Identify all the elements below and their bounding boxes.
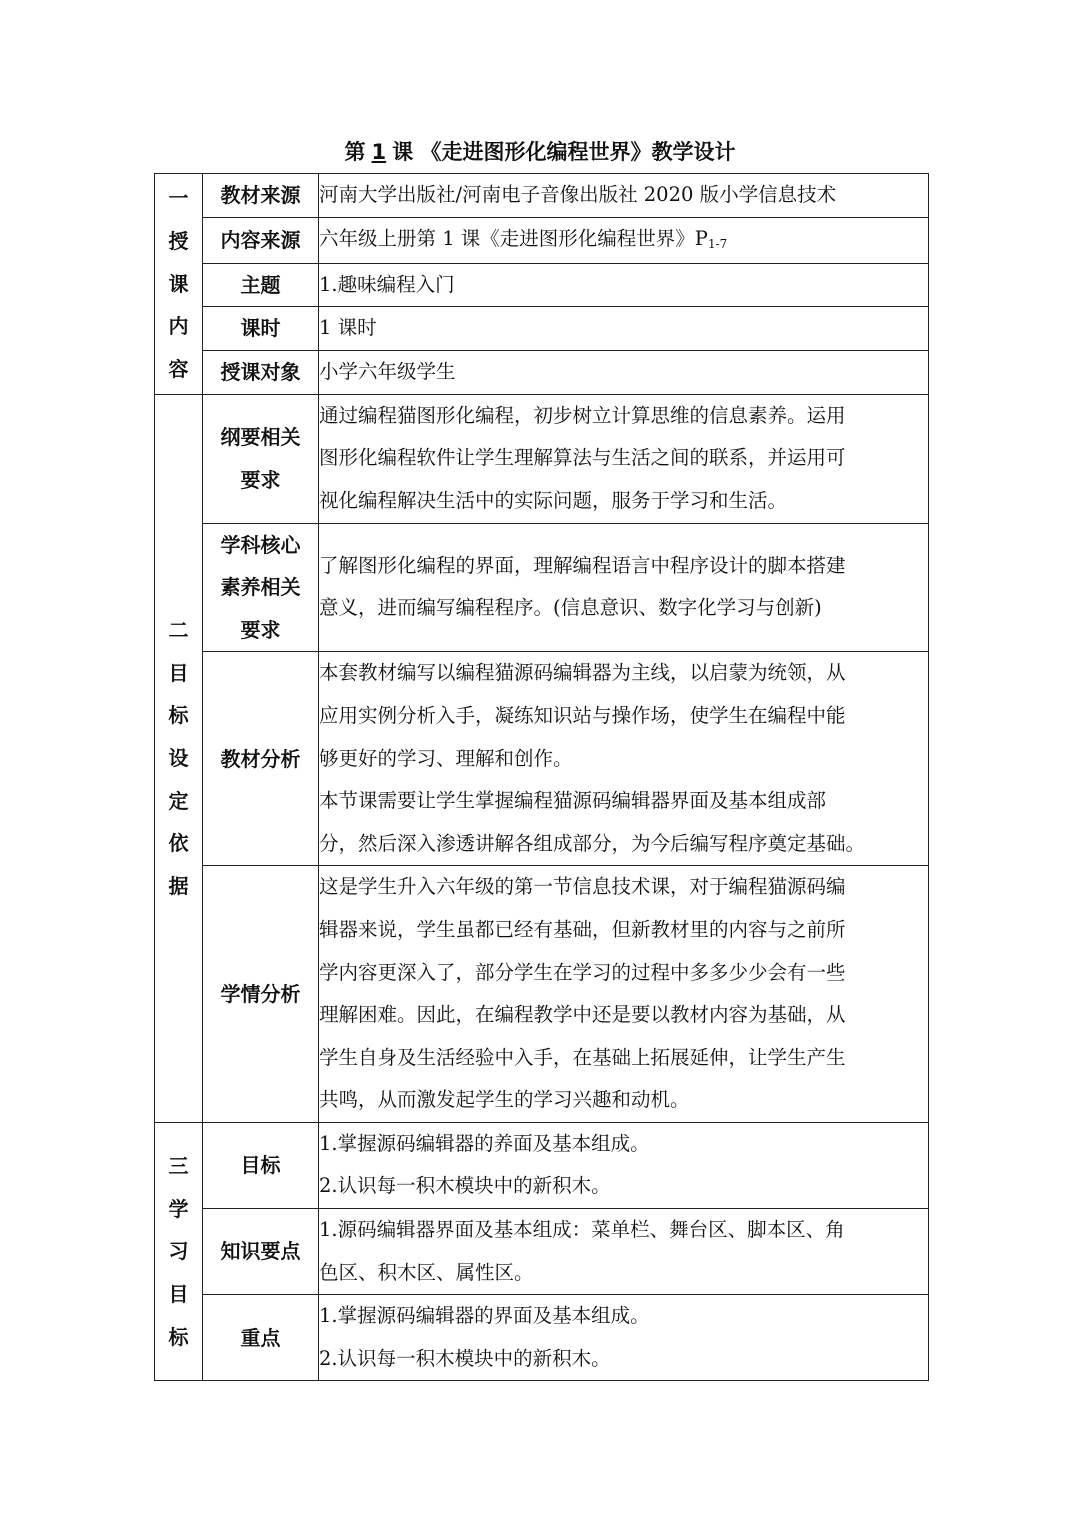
row-label: 教材分析 (203, 652, 319, 866)
table-row (155, 263, 929, 307)
row-value: 六年级上册第 1 课《走进图形化编程世界》$P_{1-7}$ (319, 218, 929, 264)
table-row (155, 350, 929, 394)
row-label: 授课对象 (203, 350, 319, 394)
row-value: 河南大学出版社/河南电子音像出版社 2020 版小学信息技术 (319, 174, 929, 218)
table-row (155, 394, 929, 523)
row-label: 教材来源 (203, 174, 319, 218)
title-prefix: 第 (344, 140, 366, 164)
row-label: 主题 (203, 263, 319, 307)
table-row (155, 174, 929, 218)
row-value: 通过编程猫图形化编程，初步树立计算思维的信息素养。运用 图形化编程软件让学生理解算法与生活之间的联系，并运用可 视化编程解决生活中的实际问题，服务于学习和生活。 (319, 394, 929, 523)
row-label: 目标 (203, 1122, 319, 1208)
row-value: 了解图形化编程的界面，理解编程语言中程序设计的脚本搭建 意义，进而编写编程程序。(信息意识、数字化学习与创新) (319, 523, 929, 652)
table-row (155, 1209, 929, 1295)
row-value: 1.掌握源码编辑器的养面及基本组成。 2.认识每一积木模块中的新积木。 (319, 1122, 929, 1208)
table-row (155, 218, 929, 264)
lesson-number: 1 (371, 140, 387, 164)
row-label: 重点 (203, 1295, 319, 1381)
section-label-3: 三 学 习 目 标 (155, 1122, 203, 1381)
row-value: 1.源码编辑器界面及基本组成：菜单栏、舞台区、脚本区、角 色区、积木区、属性区。 (319, 1209, 929, 1295)
table-row (155, 307, 929, 351)
table-row (155, 652, 929, 866)
row-value: 1 课时 (319, 307, 929, 351)
row-label: 纲要相关 要求 (203, 394, 319, 523)
section-label-2: 二 目 标 设 定 依 据 (155, 394, 203, 1122)
page-range: 1-7 (707, 237, 728, 251)
page-title (0, 134, 1080, 170)
row-label: 内容来源 (203, 218, 319, 264)
row-value: 1.趣味编程入门 (319, 263, 929, 307)
row-label: 课时 (203, 307, 319, 351)
row-value: 这是学生升入六年级的第一节信息技术课，对于编程猫源码编 辑器来说，学生虽都已经有基础，但新教材里的内容与之前所 学内容更深入了，部分学生在学习的过程中多多少少会有一些 理解困难。因此，在编程教学中还是要以教材内容为基础，从 学生自身及生活经验中入手，在基础上拓展延伸，让学生产生 共鸣，从而激发起学生的学习兴趣和动机。 (319, 866, 929, 1123)
row-label: 知识要点 (203, 1209, 319, 1295)
table-row (155, 1295, 929, 1381)
row-value: 1.掌握源码编辑器的界面及基本组成。 2.认识每一积木模块中的新积木。 (319, 1295, 929, 1381)
row-label: 学科核心 素养相关 要求 (203, 523, 319, 652)
table-row (155, 866, 929, 1123)
row-label: 学情分析 (203, 866, 319, 1123)
title-suffix: 课 《走进图形化编程世界》教学设计 (392, 140, 736, 164)
row-value: 本套教材编写以编程猫源码编辑器为主线，以启蒙为统领，从 应用实例分析入手，凝练知识站与操作场，使学生在编程中能 够更好的学习、理解和创作。 本节课需要让学生掌握编程猫源码编辑器界面及基本组成部 分，然后深入渗透讲解各组成部分，为今后编写程序奠定基础。 (319, 652, 929, 866)
section-label-1: 一 授 课 内 容 (155, 174, 203, 395)
row-value: 小学六年级学生 (319, 350, 929, 394)
lesson-plan-table (154, 173, 929, 1381)
table-row (155, 1122, 929, 1208)
table-row (155, 523, 929, 652)
